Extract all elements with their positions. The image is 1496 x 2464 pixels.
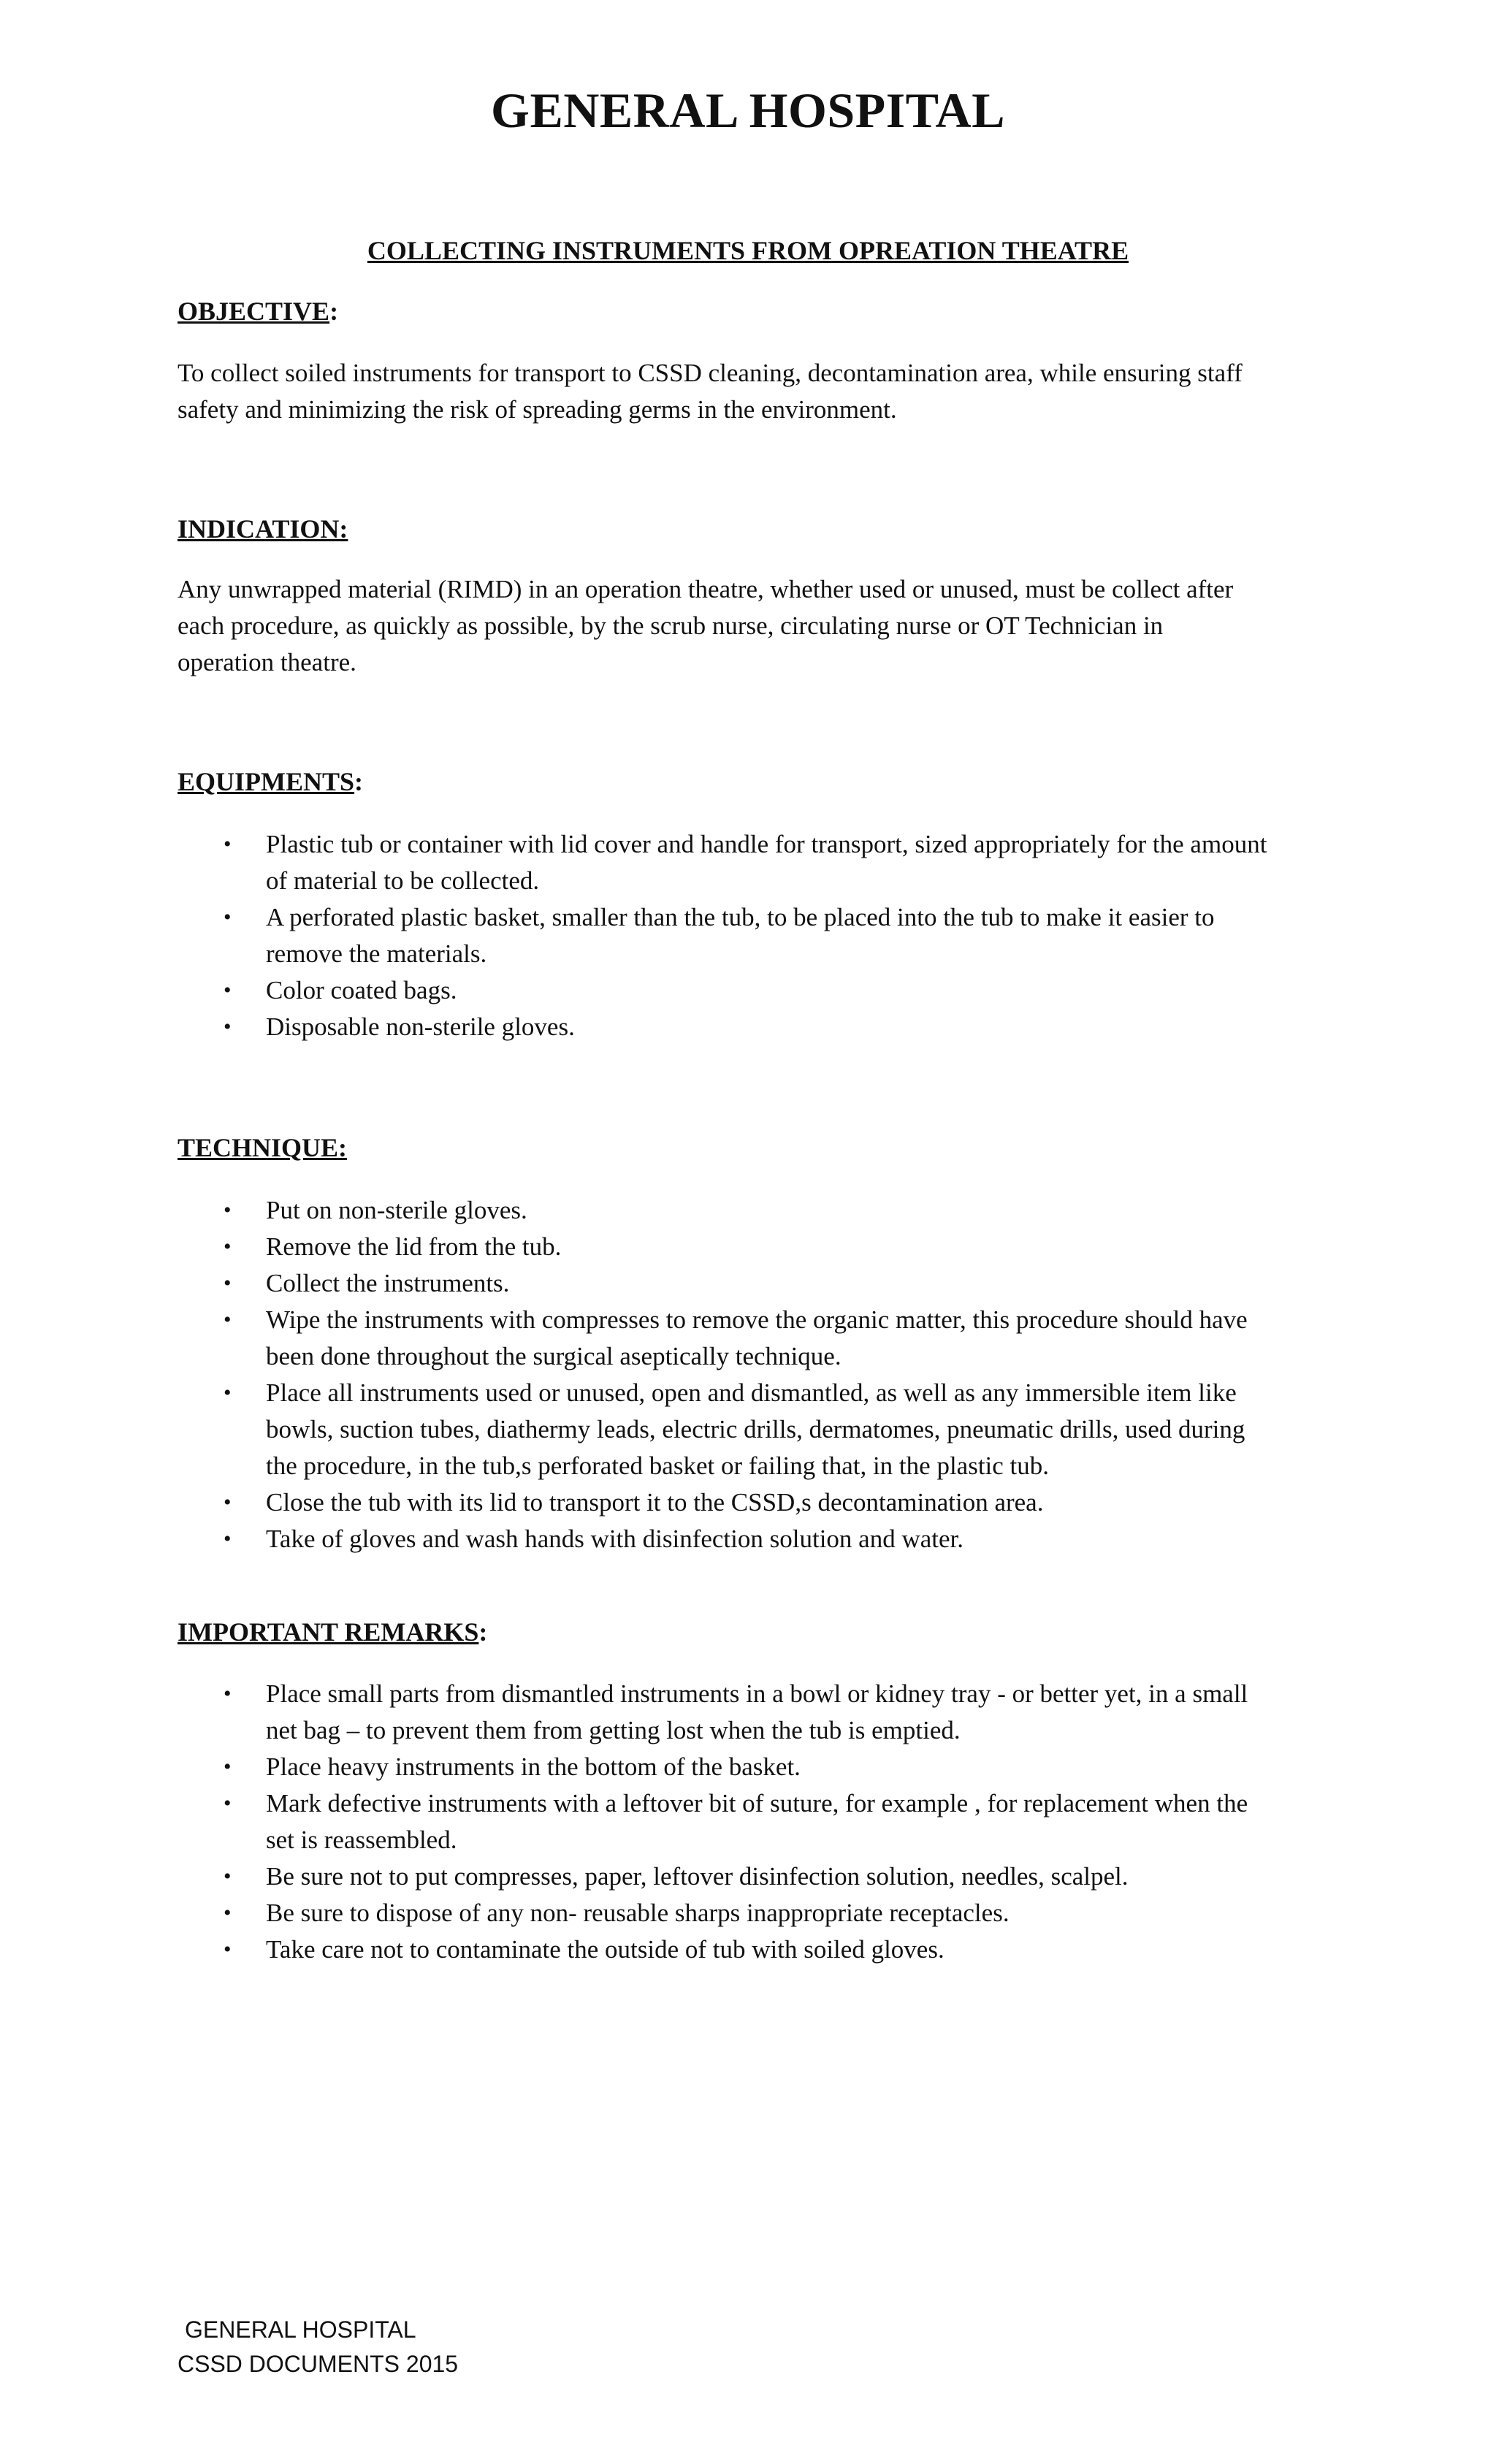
list-item [178,826,1361,899]
list-item-line: Mark defective instruments with a leftover bit of suture, for example , for replacement when the [266,1789,1248,1818]
list-item [178,1931,1361,1968]
list-item-line: been done throughout the surgical aseptically technique. [266,1342,842,1370]
equipments-heading [178,766,363,797]
indication-text-line: Any unwrapped material (RIMD) in an operation theatre, whether used or unused, must be collect after [178,575,1234,603]
list-item [178,1302,1361,1375]
list-item [178,1858,1361,1895]
bullet-icon: • [224,978,232,1002]
list-item [178,1375,1361,1484]
list-item [178,1785,1361,1858]
list-item-line: Be sure to dispose of any non- reusable sharps inappropriate receptacles. [266,1899,1010,1927]
list-item-line: Place heavy instruments in the bottom of the basket. [266,1752,801,1781]
list-item [178,1009,1361,1045]
important-remarks-heading-colon: : [478,1617,488,1647]
list-item-line: Plastic tub or container with lid cover and handle for transport, sized appropriately for the amount [266,830,1267,858]
list-item-line: set is reassembled. [266,1826,457,1854]
bullet-icon: • [224,1901,232,1925]
objective-heading-label: OBJECTIVE [178,297,330,326]
bullet-icon: • [224,1864,232,1888]
bullet-icon: • [224,905,232,929]
list-item-line: Take of gloves and wash hands with disinfection solution and water. [266,1525,963,1553]
technique-list [178,1192,1361,1557]
list-item-line: the procedure, in the tub,s perforated basket or failing that, in the plastic tub. [266,1452,1050,1480]
document-title: GENERAL HOSPITAL [491,83,1005,138]
bullet-icon: • [224,1235,232,1259]
equipments-heading-colon: : [354,767,364,796]
bullet-icon: • [224,1682,232,1706]
bullet-icon: • [224,1271,232,1295]
footer-line-documents: CSSD DOCUMENTS 2015 [178,2351,459,2377]
list-item-line: remove the materials. [266,939,487,968]
equipments-list [178,826,1361,1045]
objective-text-line: safety and minimizing the risk of spreading germs in the environment. [178,395,897,424]
list-item [178,1895,1361,1931]
list-item-line: Color coated bags. [266,976,457,1004]
objective-text-line: To collect soiled instruments for transport to CSSD cleaning, decontamination area, while ensuring staff [178,359,1243,387]
list-item-line: Put on non-sterile gloves. [266,1196,527,1224]
list-item [178,1521,1361,1557]
bullet-icon: • [224,1381,232,1405]
footer-line-hospital: GENERAL HOSPITAL [185,2316,416,2343]
bullet-icon: • [224,1490,232,1514]
list-item [178,1229,1361,1265]
objective-heading [178,296,338,327]
technique-heading [178,1132,347,1163]
list-item-line: Disposable non-sterile gloves. [266,1012,575,1041]
list-item-line: bowls, suction tubes, diathermy leads, electric drills, dermatomes, pneumatic drills, used during [266,1415,1245,1443]
list-item-line: net bag – to prevent them from getting lost when the tub is emptied. [266,1716,961,1744]
bullet-icon: • [224,1791,232,1815]
list-item-line: Place small parts from dismantled instruments in a bowl or kidney tray - or better yet, in a small [266,1679,1248,1708]
indication-text [178,571,1346,681]
equipments-heading-label: EQUIPMENTS [178,767,355,796]
bullet-icon: • [224,1755,232,1779]
list-item [178,1484,1361,1521]
list-item-line: Wipe the instruments with compresses to remove the organic matter, this procedure should have [266,1305,1248,1334]
list-item [178,1265,1361,1302]
bullet-icon: • [224,1308,232,1332]
list-item-line: Be sure not to put compresses, paper, leftover disinfection solution, needles, scalpel. [266,1862,1129,1891]
list-item-line: Take care not to contaminate the outside of tub with soiled gloves. [266,1935,944,1964]
bullet-icon: • [224,1937,232,1961]
list-item-line: Remove the lid from the tub. [266,1232,562,1261]
important-remarks-heading [178,1617,487,1647]
objective-text [178,355,1346,428]
list-item [178,1676,1361,1749]
technique-heading-label: TECHNIQUE: [178,1133,348,1162]
indication-text-line: each procedure, as quickly as possible, by the scrub nurse, circulating nurse or OT Technician in [178,611,1164,640]
indication-heading-label: INDICATION: [178,514,348,543]
list-item [178,899,1361,972]
bullet-icon: • [224,832,232,856]
document-subtitle: COLLECTING INSTRUMENTS FROM OPREATION THEATRE [367,236,1129,265]
important-remarks-list [178,1676,1361,1968]
list-item-line: Collect the instruments. [266,1269,510,1297]
page-footer [178,2313,458,2381]
list-item-line: Place all instruments used or unused, open and dismantled, as well as any immersible item like [266,1378,1237,1407]
list-item-line: Close the tub with its lid to transport it to the CSSD,s decontamination area. [266,1488,1044,1517]
list-item [178,972,1361,1009]
important-remarks-heading-label: IMPORTANT REMARKS [178,1617,479,1647]
list-item-line: A perforated plastic basket, smaller than the tub, to be placed into the tub to make it easier to [266,903,1215,931]
list-item-line: of material to be collected. [266,866,540,895]
list-item [178,1749,1361,1785]
list-item [178,1192,1361,1229]
bullet-icon: • [224,1198,232,1222]
bullet-icon: • [224,1527,232,1551]
bullet-icon: • [224,1015,232,1039]
indication-text-line: operation theatre. [178,648,356,676]
objective-heading-colon: : [329,297,339,326]
indication-heading [178,514,348,544]
